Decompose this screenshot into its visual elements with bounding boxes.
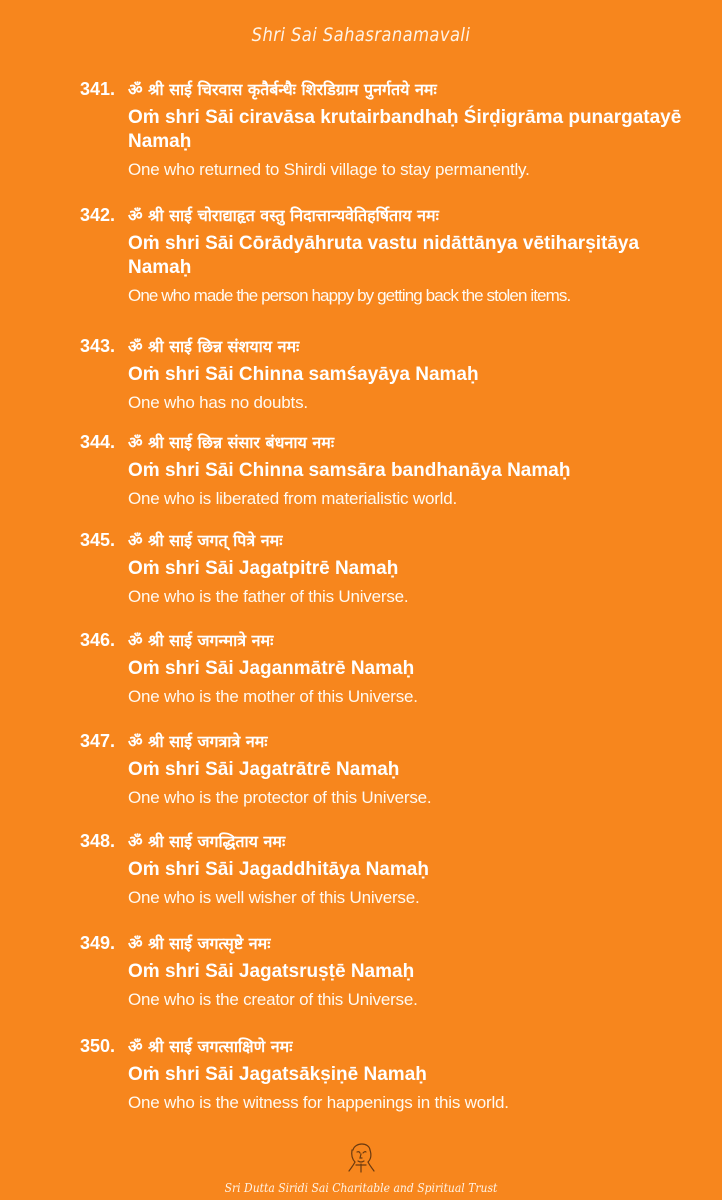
trust-name: Sri Dutta Siridi Sai Charitable and Spiritual Trust <box>224 1181 498 1195</box>
entry-number: 349. <box>80 933 116 953</box>
entry-number: 344. <box>80 432 116 452</box>
devanagari-text: ॐ श्री साई जगत् पित्रे नमः <box>128 531 283 550</box>
devanagari-text: ॐ श्री साई जगत्सृष्टे नमः <box>128 934 271 953</box>
devanagari-text: ॐ श्री साई छिन्न संसार बंधनाय नमः <box>128 433 335 452</box>
entry-number: 346. <box>80 630 116 650</box>
sai-baba-sketch-icon <box>343 1138 379 1174</box>
meaning: One who made the person happy by getting back the stolen items. <box>128 286 571 305</box>
entry-number: 348. <box>80 831 116 851</box>
meaning: One who is the protector of this Universe. <box>128 788 432 807</box>
meaning: One who is the father of this Universe. <box>128 587 409 606</box>
devanagari-text: ॐ श्री साई चिरवास कृतैर्बन्धैः शिरडिग्राम पुनर्गतये नमः <box>128 80 437 99</box>
meaning: One who is the creator of this Universe. <box>128 990 418 1009</box>
meaning: One who is the mother of this Universe. <box>128 687 418 706</box>
transliteration: Oṁ shri Sāi Jagatpitrē Namaḥ <box>128 558 399 579</box>
devanagari-text: ॐ श्री साई चोराद्याहृत वस्तु निदात्तान्यवेतिहर्षिताय नमः <box>128 206 439 225</box>
entry-number: 341. <box>80 79 116 99</box>
transliteration: Oṁ shri Sāi Jagatsākṣiṇē Namaḥ <box>128 1064 427 1085</box>
entry-number: 350. <box>80 1036 116 1056</box>
meaning: One who has no doubts. <box>128 393 308 412</box>
entry-number: 342. <box>80 205 116 225</box>
devanagari-text: ॐ श्री साई जगत्साक्षिणे नमः <box>128 1037 293 1056</box>
entry-number: 345. <box>80 530 116 550</box>
meaning: One who is the witness for happenings in this world. <box>128 1093 509 1112</box>
meaning: One who is well wisher of this Universe. <box>128 888 420 907</box>
transliteration: Oṁ shri Sāi Jaganmātrē Namaḥ <box>128 658 415 679</box>
page-title: Shri Sai Sahasranamavali <box>251 24 471 46</box>
transliteration: Oṁ shri Sāi Jagatsruṣṭē Namaḥ <box>128 961 415 982</box>
devanagari-text: ॐ श्री साई जगत्रात्रे नमः <box>128 732 268 751</box>
devanagari-text: ॐ श्री साई जगद्धिताय नमः <box>128 832 286 851</box>
transliteration: Oṁ shri Sāi Cōrādyāhruta vastu nidāttānya vētiharṣitāya Namaḥ <box>128 233 640 278</box>
transliteration: Oṁ shri Sāi ciravāsa krutairbandhaḥ Śirḍigrāma punargatayē Namaḥ <box>128 107 682 152</box>
transliteration: Oṁ shri Sāi Chinna samśayāya Namaḥ <box>128 364 479 385</box>
meaning: One who is liberated from materialistic world. <box>128 489 458 508</box>
devanagari-text: ॐ श्री साई जगन्मात्रे नमः <box>128 631 274 650</box>
entry-number: 347. <box>80 731 116 751</box>
entry-number: 343. <box>80 336 116 356</box>
meaning: One who returned to Shirdi village to stay permanently. <box>128 160 530 179</box>
footer <box>0 1138 722 1195</box>
transliteration: Oṁ shri Sāi Jagatrātrē Namaḥ <box>128 759 400 780</box>
transliteration: Oṁ shri Sāi Jagaddhitāya Namaḥ <box>128 859 429 880</box>
devanagari-text: ॐ श्री साई छिन्न संशयाय नमः <box>128 337 300 356</box>
transliteration: Oṁ shri Sāi Chinna samsāra bandhanāya Namaḥ <box>128 460 571 481</box>
